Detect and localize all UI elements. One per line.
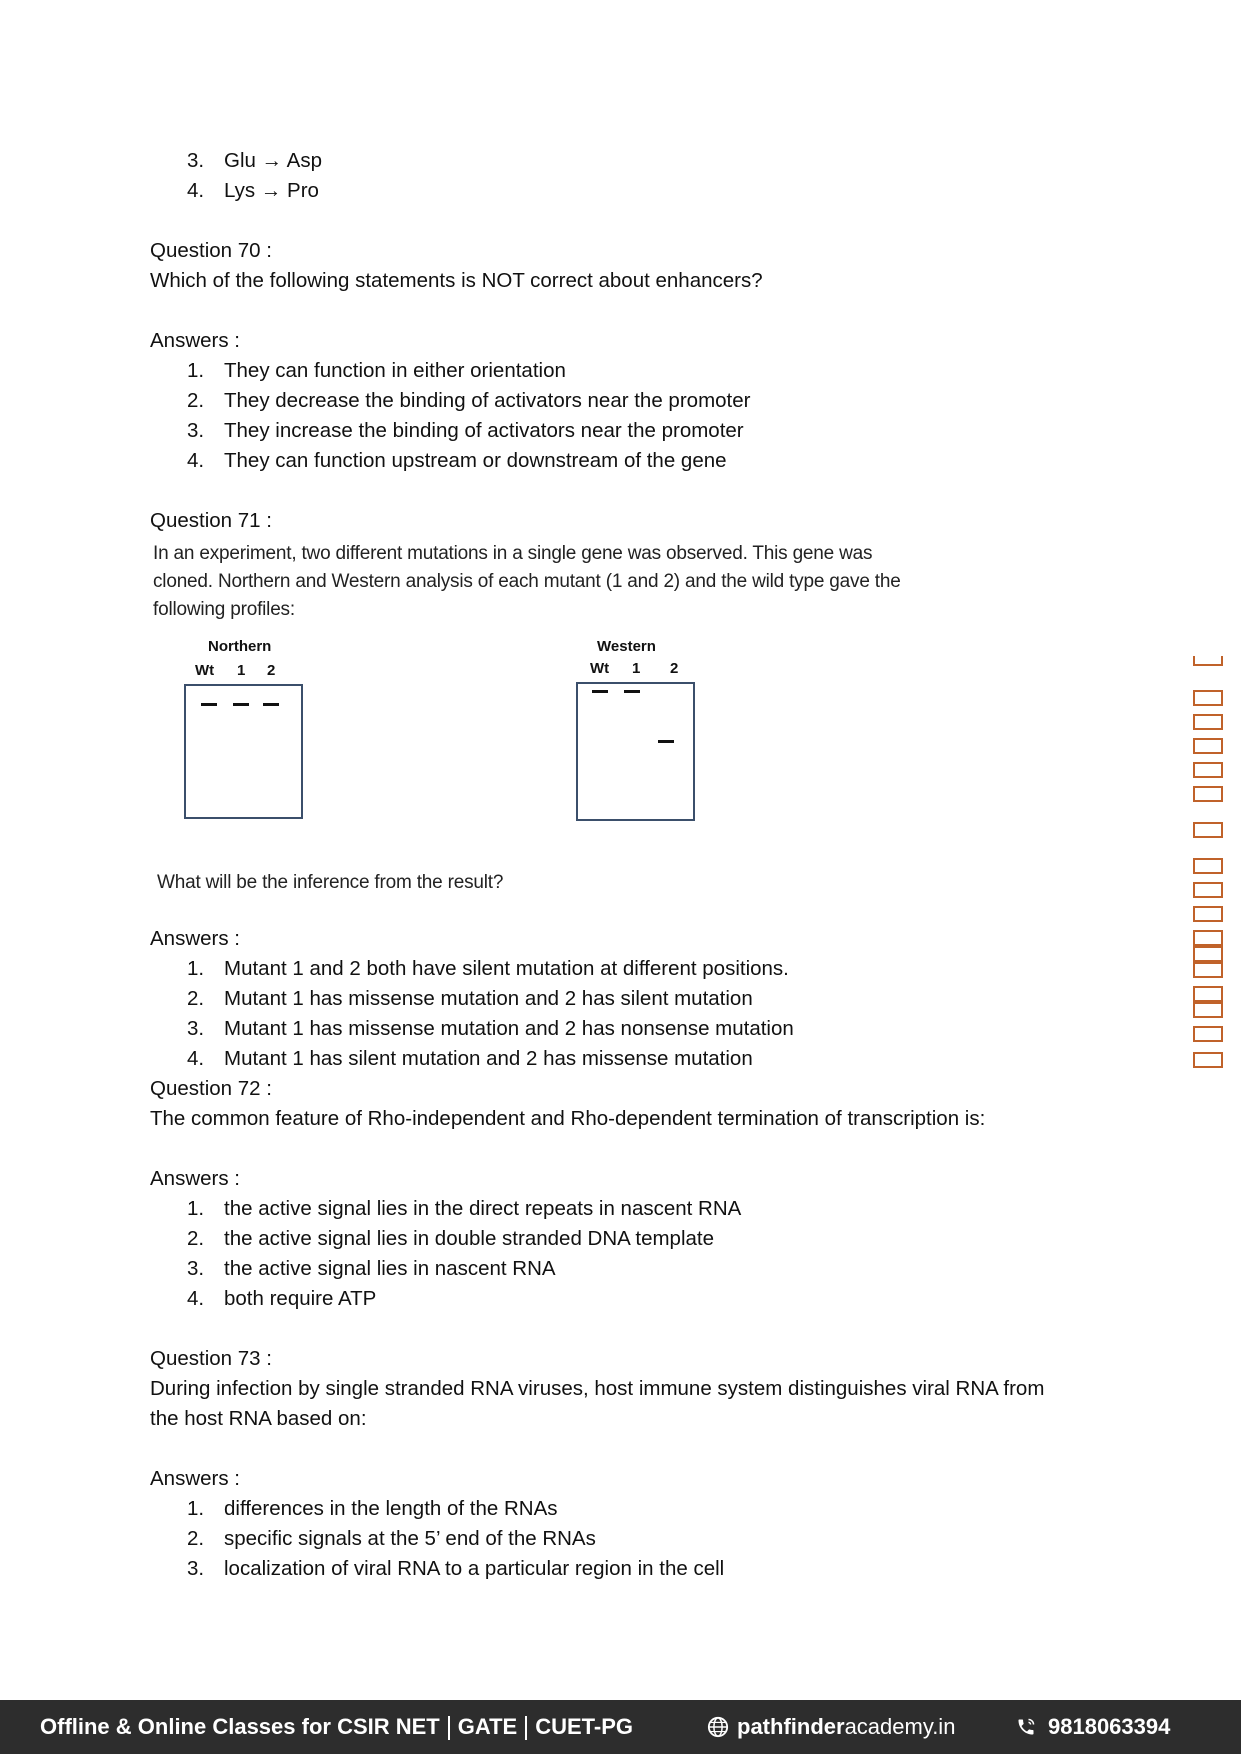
question-72-label: Question 72 : — [150, 1077, 272, 1100]
northern-title: Northern — [208, 638, 272, 655]
side-mark — [1193, 822, 1223, 838]
side-mark — [1193, 656, 1223, 666]
lane-label: 2 — [670, 660, 679, 677]
list-item: 2. specific signals at the 5’ end of the RNAs — [187, 1527, 596, 1550]
blot-band — [263, 703, 279, 706]
blot-figure — [150, 624, 1080, 864]
answers-label: Answers : — [150, 927, 240, 950]
list-item: 1. Mutant 1 and 2 both have silent mutation at different positions. — [187, 957, 789, 980]
globe-icon — [707, 1716, 729, 1738]
northern-blot — [184, 684, 303, 819]
question-70-answers — [150, 356, 1080, 476]
question-71-text: In an experiment, two different mutations in a single gene was observed. This gene was cloned. Northern and Western analysis of each mutant (1 and 2) and the wild type gave the following profiles: — [153, 543, 901, 620]
lane-label: 2 — [267, 662, 276, 679]
blot-band — [658, 740, 674, 743]
blot-band — [592, 690, 608, 693]
list-item: 4. They can function upstream or downstream of the gene — [187, 449, 727, 472]
footer-classes: Offline & Online Classes for CSIR NET GATE CUET-PG — [40, 1713, 634, 1739]
side-mark — [1193, 714, 1223, 730]
side-mark — [1193, 738, 1223, 754]
blot-band — [624, 690, 640, 693]
side-mark — [1193, 946, 1223, 962]
lane-label: Wt — [590, 660, 610, 677]
side-mark — [1193, 786, 1223, 802]
phone-icon — [1016, 1717, 1036, 1737]
lane-label: Wt — [195, 662, 215, 679]
document-body — [150, 146, 1080, 1584]
answers-label: Answers : — [150, 1467, 240, 1490]
list-item: 2. They decrease the binding of activators near the promoter — [187, 389, 751, 412]
question-71-answers — [150, 954, 1080, 1074]
list-item: 4. Lys → Pro — [187, 179, 319, 202]
list-item: 4. Mutant 1 has silent mutation and 2 has missense mutation — [187, 1047, 753, 1070]
blot-band — [233, 703, 249, 706]
list-item: 3. localization of viral RNA to a particular region in the cell — [187, 1557, 725, 1580]
side-mark — [1193, 858, 1223, 874]
footer-phone[interactable]: 9818063394 — [1016, 1714, 1170, 1740]
list-item: 3. They increase the binding of activators near the promoter — [187, 419, 744, 442]
list-item: 1. differences in the length of the RNAs — [187, 1497, 558, 1520]
list-item: 2. the active signal lies in double stranded DNA template — [187, 1227, 715, 1250]
question-70-text: Which of the following statements is NOT correct about enhancers? — [150, 269, 763, 292]
list-item: 3. Mutant 1 has missense mutation and 2 has nonsense mutation — [187, 1017, 794, 1040]
list-item: 3. the active signal lies in nascent RNA — [187, 1257, 556, 1280]
question-73-answers — [150, 1494, 1080, 1584]
footer-banner — [0, 1700, 1241, 1754]
question-70-label: Question 70 : — [150, 239, 272, 262]
side-mark — [1193, 906, 1223, 922]
lane-label: 1 — [237, 662, 246, 679]
side-mark — [1193, 1026, 1223, 1042]
question-73-text-line: the host RNA based on: — [150, 1407, 367, 1430]
list-item: 2. Mutant 1 has missense mutation and 2 has silent mutation — [187, 987, 753, 1010]
side-mark — [1193, 930, 1223, 946]
side-mark — [1193, 1052, 1223, 1068]
side-mark — [1193, 690, 1223, 706]
side-mark — [1193, 882, 1223, 898]
side-mark — [1193, 962, 1223, 978]
question-73-text-line: During infection by single stranded RNA viruses, host immune system distinguishes viral RNA from — [150, 1377, 1045, 1400]
list-item: 4. both require ATP — [187, 1287, 377, 1310]
question-71-inference: What will be the inference from the result? — [157, 872, 504, 893]
list-item: 3. Glu → Asp — [187, 149, 322, 172]
question-73-label: Question 73 : — [150, 1347, 272, 1370]
western-title: Western — [597, 638, 656, 655]
blot-band — [201, 703, 217, 706]
answers-label: Answers : — [150, 1167, 240, 1190]
question-72-text: The common feature of Rho-independent and Rho-dependent termination of transcription is: — [150, 1107, 986, 1130]
lane-label: 1 — [632, 660, 641, 677]
side-mark — [1193, 762, 1223, 778]
western-blot — [576, 682, 695, 821]
answers-label: Answers : — [150, 329, 240, 352]
side-mark — [1193, 986, 1223, 1002]
previous-question-options — [150, 146, 1080, 206]
list-item: 1. the active signal lies in the direct repeats in nascent RNA — [187, 1197, 742, 1220]
question-72-answers — [150, 1194, 1080, 1314]
side-mark — [1193, 1002, 1223, 1018]
list-item: 1. They can function in either orientation — [187, 359, 566, 382]
footer-website[interactable]: pathfinder academy.in — [707, 1714, 955, 1740]
question-71-label: Question 71 : — [150, 509, 272, 532]
